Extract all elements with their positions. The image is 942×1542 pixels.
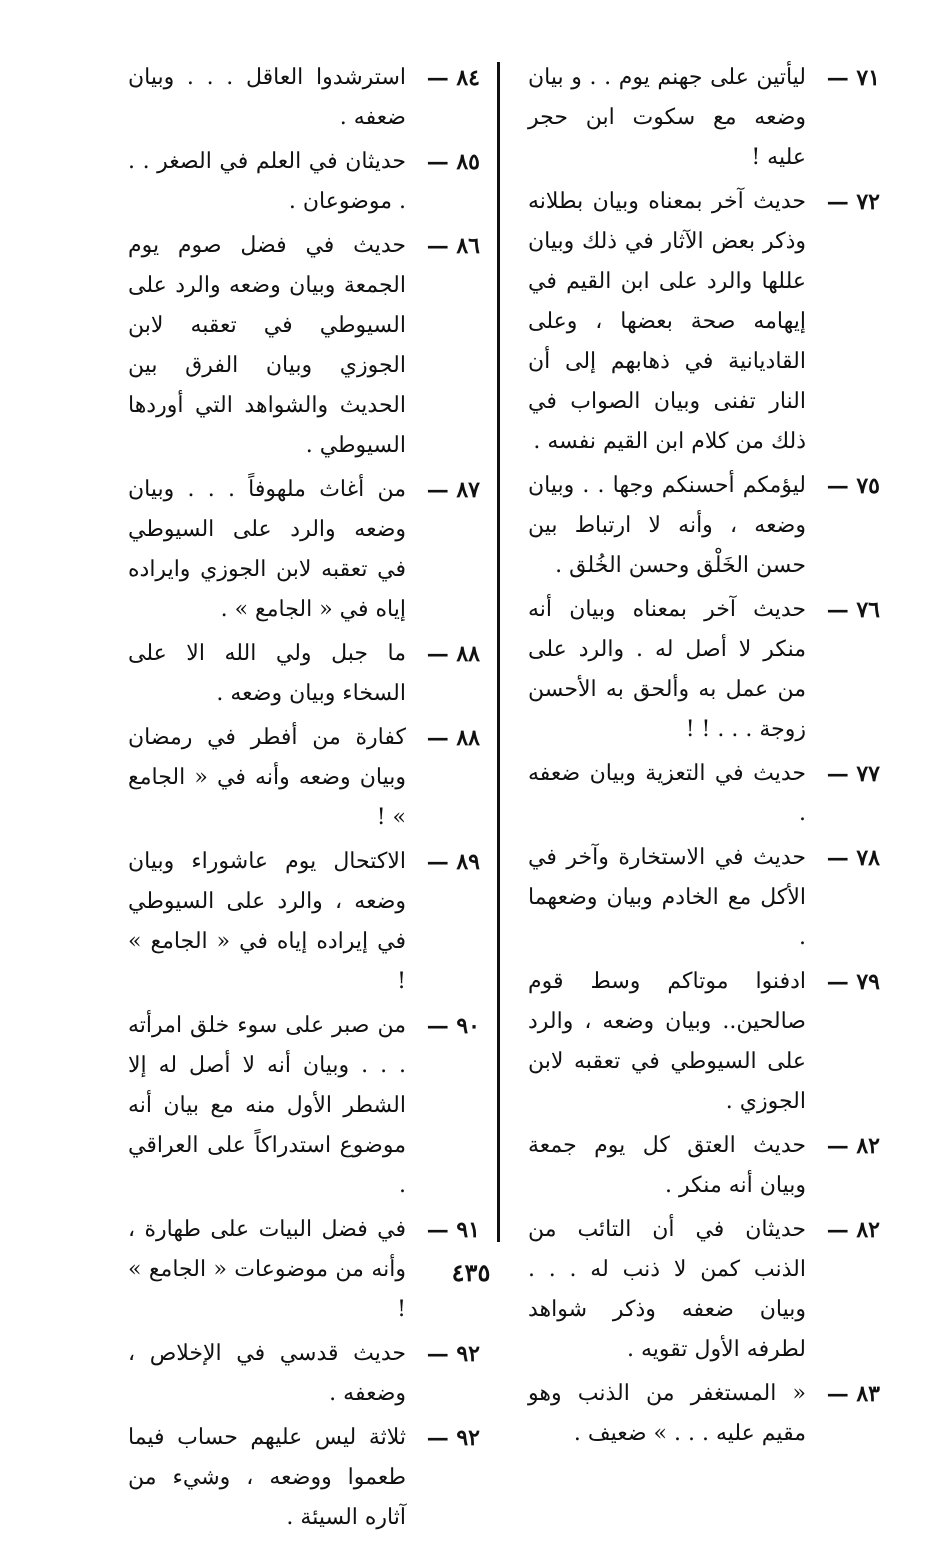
entry-text: استرشدوا العاقل . . . وبيان ضعفه . <box>128 65 406 130</box>
entry-number: ٧٥ — <box>826 473 880 499</box>
entry-item <box>528 1210 880 1370</box>
entry-text: ثلاثة ليس عليهم حساب فيما طعموا ووضعه ، وشيء من آثاره السيئة . <box>128 1425 406 1530</box>
entry-item <box>128 634 480 714</box>
entry-number: ٧٨ — <box>826 845 880 871</box>
left-column <box>128 58 480 1542</box>
entry-text: حديث في الاستخارة وآخر في الأكل مع الخادم وبيان وضعهما . <box>528 845 806 950</box>
entry-text: من أغاث ملهوفاً . . . وبيان وضعه والرد على السيوطي في تعقبه لابن الجوزي وايراده إياه في « الجامع » . <box>128 477 406 622</box>
entry-item <box>128 58 480 138</box>
page-number: ٤٣٥ <box>451 1258 491 1287</box>
entry-number: ٨٢ — <box>826 1133 880 1159</box>
entry-item <box>528 754 880 834</box>
entry-number: ٨٥ — <box>426 149 480 175</box>
entry-number: ٨٨ — <box>426 725 480 751</box>
entry-text: حديث في فضل صوم يوم الجمعة وبيان وضعه والرد على السيوطي في تعقبه لابن الجوزي وبيان الفرق بين الحديث والشواهد التي أوردها السيوطي . <box>128 233 406 458</box>
entry-text: حديثان في أن التائب من الذنب كمن لا ذنب له . . . وبيان ضعفه وذكر شواهد لطرفه الأول تقويه . <box>528 1217 806 1362</box>
entry-item <box>128 842 480 1002</box>
entry-text: ليؤمكم أحسنكم وجها . . وبيان وضعه ، وأنه لا ارتباط بين حسن الخَلْق وحسن الخُلق . <box>528 473 806 578</box>
entry-text: حديثان في العلم في الصغر . . . موضوعان . <box>128 149 406 214</box>
entry-text: كفارة من أفطر في رمضان وبيان وضعه وأنه في « الجامع » ! <box>128 725 406 830</box>
entry-item <box>128 718 480 838</box>
entry-number: ٧٩ — <box>826 969 880 995</box>
entry-item <box>528 838 880 958</box>
entry-number: ٧٧ — <box>826 761 880 787</box>
entry-number: ٨٧ — <box>426 477 480 503</box>
entry-item <box>128 470 480 630</box>
entry-item <box>528 1374 880 1454</box>
entry-item <box>128 1418 480 1538</box>
entry-text: حديث آخر بمعناه وبيان أنه منكر لا أصل له . والرد على من عمل به وألحق به الأحسن زوجة . . . ! ! <box>528 597 806 742</box>
entry-item <box>528 58 880 178</box>
entry-text: ليأتين على جهنم يوم . . و بيان وضعه مع سكوت ابن حجر عليه ! <box>528 65 806 170</box>
entry-item <box>128 1334 480 1414</box>
entry-number: ٧١ — <box>826 65 880 91</box>
entry-text: ما جبل ولي الله الا على السخاء وبيان وضعه . <box>128 641 406 706</box>
entry-item <box>528 590 880 750</box>
entry-number: ٨٤ — <box>426 65 480 91</box>
entry-number: ٧٢ — <box>826 189 880 215</box>
entry-number: ٨٩ — <box>426 849 480 875</box>
entry-number: ٩٢ — <box>426 1425 480 1451</box>
entry-item <box>528 1126 880 1206</box>
right-column <box>528 58 880 1458</box>
entry-text: في فضل البيات على طهارة ، وأنه من موضوعات « الجامع » ! <box>128 1217 406 1322</box>
entry-text: حديث قدسي في الإخلاص ، وضعفه . <box>128 1341 406 1406</box>
entry-item <box>528 182 880 462</box>
entry-item <box>528 962 880 1122</box>
entry-text: حديث في التعزية وبيان ضعفه . <box>528 761 806 826</box>
entry-number: ٨٢ — <box>826 1217 880 1243</box>
entry-number: ٨٣ — <box>826 1381 880 1407</box>
entry-number: ٩٢ — <box>426 1341 480 1367</box>
entry-item <box>128 142 480 222</box>
entry-text: « المستغفر من الذنب وهو مقيم عليه . . . » ضعيف . <box>528 1381 806 1446</box>
entry-number: ٩٠ — <box>426 1013 480 1039</box>
entry-text: من صبر على سوء خلق امرأته . . . وبيان أنه لا أصل له إلا الشطر الأول منه مع بيان أنه موضوع استدراكاً على العراقي . <box>128 1013 406 1198</box>
entry-number: ٩١ — <box>426 1217 480 1243</box>
entry-number: ٨٦ — <box>426 233 480 259</box>
entry-item <box>528 466 880 586</box>
column-divider <box>497 62 500 1242</box>
entry-text: ادفنوا موتاكم وسط قوم صالحين.. وبيان وضعه ، والرد على السيوطي في تعقبه لابن الجوزي . <box>528 969 806 1114</box>
entry-text: حديث آخر بمعناه وبيان بطلانه وذكر بعض الآثار في ذلك وبيان عللها والرد على ابن القيم في إيهامه صحة بعضها ، وعلى القاديانية في ذهابهم إلى أن النار تفنى وبيان الصواب في ذلك من كلام ابن القيم نفسه . <box>528 189 806 454</box>
entry-number: ٧٦ — <box>826 597 880 623</box>
entry-number: ٨٨ — <box>426 641 480 667</box>
entry-item <box>128 226 480 466</box>
entry-text: الاكتحال يوم عاشوراء وبيان وضعه ، والرد على السيوطي في إيراده إياه في « الجامع » ! <box>128 849 406 994</box>
entry-text: حديث العتق كل يوم جمعة وبيان أنه منكر . <box>528 1133 806 1198</box>
entry-item <box>128 1006 480 1206</box>
